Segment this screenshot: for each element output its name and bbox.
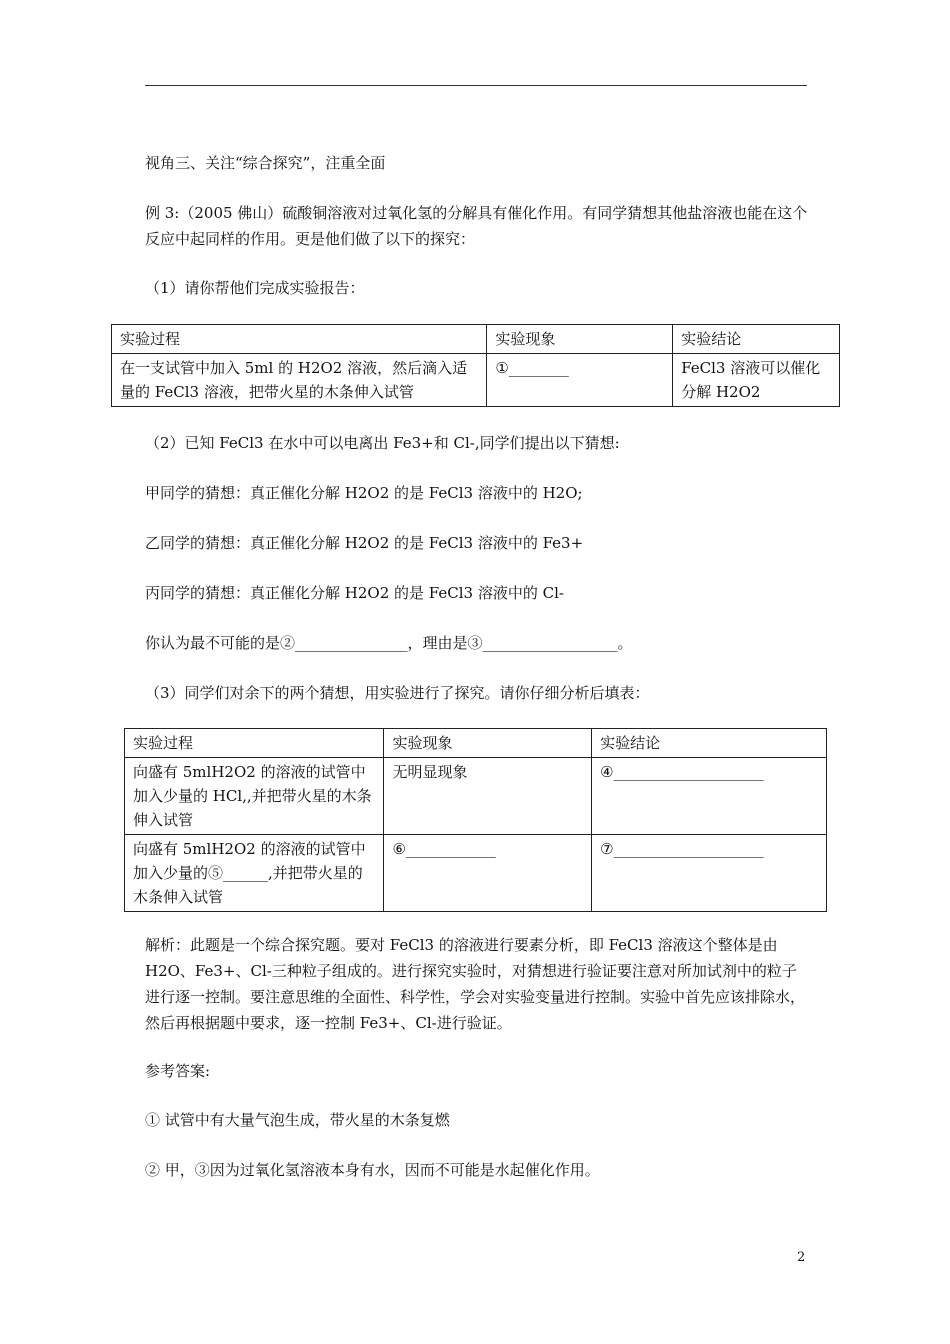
experiment-table-1 <box>111 324 840 407</box>
table-header-cell: 实验过程 <box>125 729 384 758</box>
guess-jia: 甲同学的猜想：真正催化分解 H2O2 的是 FeCl3 溶液中的 H2O; <box>145 484 583 502</box>
table-header-cell: 实验现象 <box>384 729 592 758</box>
answer-blank-6: ⑥____________ <box>384 835 592 912</box>
table-cell: FeCl3 溶液可以催化分解 H2O2 <box>673 354 840 407</box>
table-header-cell: 实验现象 <box>487 325 673 354</box>
answer-item: ② 甲，③因为过氧化氢溶液本身有水，因而不可能是水起催化作用。 <box>145 1161 600 1179</box>
example-intro: 例 3:（2005 佛山）硫酸铜溶液对过氧化氢的分解具有催化作用。有同学猜想其他盐溶液也能在这个反应中起同样的作用。更是他们做了以下的探究： <box>145 204 808 248</box>
table-cell: 向盛有 5mlH2O2 的溶液的试管中加入少量的 HCl,,并把带火星的木条伸入试管 <box>125 758 384 835</box>
table-header-cell: 实验结论 <box>673 325 840 354</box>
guess-bing: 丙同学的猜想：真正催化分解 H2O2 的是 FeCl3 溶液中的 Cl- <box>145 584 564 602</box>
guess-yi: 乙同学的猜想：真正催化分解 H2O2 的是 FeCl3 溶液中的 Fe3+ <box>145 534 584 552</box>
answer-item: ① 试管中有大量气泡生成，带火星的木条复燃 <box>145 1111 450 1129</box>
answer-blank-7: ⑦____________________ <box>592 835 827 912</box>
part1-prompt: （1）请你帮他们完成实验报告： <box>145 279 365 297</box>
table-cell: 无明显现象 <box>384 758 592 835</box>
answer-blank-1: ①________ <box>487 354 673 407</box>
answer-blank-4: ④____________________ <box>592 758 827 835</box>
part2-prompt: （2）已知 FeCl3 在水中可以电离出 Fe3+和 Cl-,同学们提出以下猜想: <box>145 434 620 452</box>
header-rule <box>145 85 807 86</box>
table-row <box>125 758 827 835</box>
experiment-table-2 <box>124 728 827 912</box>
table-row <box>112 354 840 407</box>
table-header-row <box>125 729 827 758</box>
answer-title: 参考答案: <box>145 1062 211 1080</box>
section-heading: 视角三、关注“综合探究”，注重全面 <box>145 154 386 172</box>
table-header-row <box>112 325 840 354</box>
table-cell: 向盛有 5mlH2O2 的溶液的试管中加入少量的⑤______,并把带火星的木条伸入试管 <box>125 835 384 912</box>
table-cell: 在一支试管中加入 5ml 的 H2O2 溶液，然后滴入适量的 FeCl3 溶液，把带火星的木条伸入试管 <box>112 354 487 407</box>
table-header-cell: 实验结论 <box>592 729 827 758</box>
part3-prompt: （3）同学们对余下的两个猜想，用实验进行了探究。请你仔细分析后填表： <box>145 684 650 702</box>
question-least-likely: 你认为最不可能的是②_______________，理由是③__________________。 <box>145 634 633 652</box>
table-row <box>125 835 827 912</box>
analysis-paragraph: 解析：此题是一个综合探究题。要对 FeCl3 的溶液进行要素分析，即 FeCl3 溶液这个整体是由 H2O、Fe3+、Cl-三种粒子组成的。进行探究实验时，对猜想进行验证要注意对所加试剂中的粒子进行逐一控制。要注意思维的全面性、科学性，学会对实验变量进行控制。实验中首先应该排除水，然后再根据题中要求，逐一控制 Fe3+、Cl-进行验证。 <box>145 936 806 1032</box>
table-header-cell: 实验过程 <box>112 325 487 354</box>
page-number: 2 <box>797 1250 806 1265</box>
